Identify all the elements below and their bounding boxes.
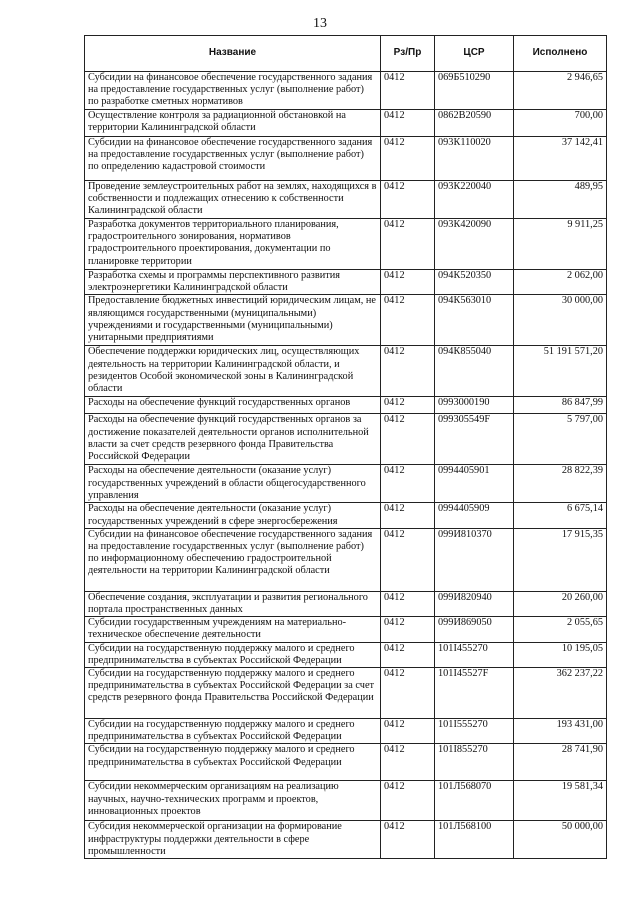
table-row — [85, 642, 607, 667]
cell-name: Расходы на обеспечение функций государственных органов за достижение показателей деятельности органов исполнительной власти за счет средств резервного фонда Правительства Российской Федерации — [85, 414, 381, 465]
table-row — [85, 295, 607, 346]
cell-name: Расходы на обеспечение деятельности (оказание услуг) государственных учреждений в области общегосударственного управления — [85, 465, 381, 503]
cell-name: Субсидии некоммерческим организациям на реализацию научных, научно-технических программ и проектов, инновационных проектов — [85, 781, 381, 821]
cell-csr: 101I45527F — [435, 668, 514, 719]
cell-name: Предоставление бюджетных инвестиций юридическим лицам, не являющимся государственными (муниципальными) учреждениями и государственными (муниципальными) унитарными предприятиями — [85, 295, 381, 346]
cell-csr: 0994405909 — [435, 503, 514, 528]
cell-executed: 489,95 — [514, 181, 607, 219]
cell-name: Субсидии на государственную поддержку малого и среднего предпринимательства в субъектах Российской Федерации — [85, 642, 381, 667]
cell-csr: 0994405901 — [435, 465, 514, 503]
cell-executed: 9 911,25 — [514, 219, 607, 270]
cell-rz-pr: 0412 — [381, 72, 435, 110]
cell-csr: 0862В20590 — [435, 110, 514, 137]
cell-executed: 20 260,00 — [514, 591, 607, 616]
cell-rz-pr: 0412 — [381, 181, 435, 219]
table-row — [85, 270, 607, 295]
table-row — [85, 668, 607, 719]
cell-rz-pr: 0412 — [381, 528, 435, 591]
cell-name: Обеспечение создания, эксплуатации и развития регионального портала пространственных данных — [85, 591, 381, 616]
table-row — [85, 346, 607, 397]
cell-name: Проведение землеустроительных работ на землях, находящихся в собственности и подлежащих отнесению к собственности Калининградской области — [85, 181, 381, 219]
cell-rz-pr: 0412 — [381, 397, 435, 414]
cell-executed: 37 142,41 — [514, 137, 607, 181]
cell-rz-pr: 0412 — [381, 137, 435, 181]
cell-csr: 101I455270 — [435, 642, 514, 667]
page-number: 13 — [313, 16, 327, 31]
cell-name: Обеспечение поддержки юридических лиц, осуществляющих деятельность на территории Калининградской области, и резидентов Особой экономической зоны в Калининградской области — [85, 346, 381, 397]
cell-executed: 19 581,34 — [514, 781, 607, 821]
cell-rz-pr: 0412 — [381, 219, 435, 270]
cell-rz-pr: 0412 — [381, 591, 435, 616]
table-row — [85, 110, 607, 137]
cell-executed: 700,00 — [514, 110, 607, 137]
cell-rz-pr: 0412 — [381, 346, 435, 397]
cell-rz-pr: 0412 — [381, 503, 435, 528]
cell-csr: 101I555270 — [435, 719, 514, 744]
budget-table — [84, 35, 607, 859]
cell-executed: 6 675,14 — [514, 503, 607, 528]
cell-name: Разработка схемы и программы перспективного развития электроэнергетики Калининградской области — [85, 270, 381, 295]
cell-csr: 094К563010 — [435, 295, 514, 346]
cell-rz-pr: 0412 — [381, 642, 435, 667]
cell-csr: 094К520350 — [435, 270, 514, 295]
table-row — [85, 465, 607, 503]
cell-name: Субсидии государственным учреждениям на материально-техническое обеспечение деятельности — [85, 617, 381, 642]
cell-name: Субсидии на государственную поддержку малого и среднего предпринимательства в субъектах Российской Федерации — [85, 719, 381, 744]
cell-csr: 0993000190 — [435, 397, 514, 414]
table-row — [85, 414, 607, 465]
cell-name: Субсидии на государственную поддержку малого и среднего предпринимательства в субъектах Российской Федерации — [85, 744, 381, 781]
cell-csr: 093К420090 — [435, 219, 514, 270]
cell-csr: 101Л568100 — [435, 821, 514, 859]
cell-name: Расходы на обеспечение деятельности (оказание услуг) государственных учреждений в сфере энергосбережения — [85, 503, 381, 528]
column-header-executed: Исполнено — [514, 36, 607, 72]
table-row — [85, 137, 607, 181]
cell-executed: 2 946,65 — [514, 72, 607, 110]
cell-csr: 093К220040 — [435, 181, 514, 219]
cell-csr: 101Л568070 — [435, 781, 514, 821]
cell-executed: 10 195,05 — [514, 642, 607, 667]
table-row — [85, 591, 607, 616]
column-header-name: Название — [85, 36, 381, 72]
cell-csr: 099305549F — [435, 414, 514, 465]
cell-csr: 101I855270 — [435, 744, 514, 781]
cell-name: Расходы на обеспечение функций государственных органов — [85, 397, 381, 414]
cell-csr: 069Б510290 — [435, 72, 514, 110]
column-header-rz-pr: Рз/Пр — [381, 36, 435, 72]
table-row — [85, 181, 607, 219]
cell-executed: 2 062,00 — [514, 270, 607, 295]
cell-csr: 094К855040 — [435, 346, 514, 397]
cell-rz-pr: 0412 — [381, 668, 435, 719]
cell-name: Осуществление контроля за радиационной обстановкой на территории Калининградской области — [85, 110, 381, 137]
cell-rz-pr: 0412 — [381, 295, 435, 346]
table-row — [85, 719, 607, 744]
cell-rz-pr: 0412 — [381, 781, 435, 821]
cell-executed: 51 191 571,20 — [514, 346, 607, 397]
table-row — [85, 781, 607, 821]
cell-executed: 28 822,39 — [514, 465, 607, 503]
cell-rz-pr: 0412 — [381, 744, 435, 781]
cell-rz-pr: 0412 — [381, 821, 435, 859]
cell-executed: 5 797,00 — [514, 414, 607, 465]
cell-csr: 099И820940 — [435, 591, 514, 616]
table-row — [85, 219, 607, 270]
cell-name: Субсидии на государственную поддержку малого и среднего предпринимательства в субъектах Российской Федерации за счет средств резервного фонда Правительства Российской Федерации — [85, 668, 381, 719]
cell-rz-pr: 0412 — [381, 719, 435, 744]
cell-csr: 093К110020 — [435, 137, 514, 181]
cell-rz-pr: 0412 — [381, 110, 435, 137]
cell-name: Субсидия некоммерческой организации на формирование инфраструктуры поддержки деятельности в сфере промышленности — [85, 821, 381, 859]
table-row — [85, 744, 607, 781]
cell-rz-pr: 0412 — [381, 270, 435, 295]
cell-name: Субсидии на финансовое обеспечение государственного задания на предоставление государственных услуг (выполнение работ) по разработке сметных нормативов — [85, 72, 381, 110]
table-row — [85, 617, 607, 642]
cell-csr: 099И810370 — [435, 528, 514, 591]
cell-executed: 86 847,99 — [514, 397, 607, 414]
cell-executed: 50 000,00 — [514, 821, 607, 859]
cell-name: Субсидии на финансовое обеспечение государственного задания на предоставление государственных услуг (выполнение работ) по определению кадастровой стоимости — [85, 137, 381, 181]
cell-csr: 099И869050 — [435, 617, 514, 642]
table-row — [85, 397, 607, 414]
cell-executed: 362 237,22 — [514, 668, 607, 719]
table-row — [85, 72, 607, 110]
table-header-row — [85, 36, 607, 72]
cell-executed: 28 741,90 — [514, 744, 607, 781]
table-body — [85, 72, 607, 859]
cell-executed: 193 431,00 — [514, 719, 607, 744]
table-row — [85, 821, 607, 859]
cell-name: Субсидии на финансовое обеспечение государственного задания на предоставление государственных услуг (выполнение работ) по информационному обеспечению градостроительной деятельности на территории Калининградской области — [85, 528, 381, 591]
table-row — [85, 503, 607, 528]
cell-executed: 30 000,00 — [514, 295, 607, 346]
table-row — [85, 528, 607, 591]
cell-executed: 17 915,35 — [514, 528, 607, 591]
column-header-csr: ЦСР — [435, 36, 514, 72]
cell-name: Разработка документов территориального планирования, градостроительного зонирования, нормативов градостроительного проектирования, документации по планировке территории — [85, 219, 381, 270]
cell-rz-pr: 0412 — [381, 617, 435, 642]
cell-rz-pr: 0412 — [381, 465, 435, 503]
cell-rz-pr: 0412 — [381, 414, 435, 465]
cell-executed: 2 055,65 — [514, 617, 607, 642]
